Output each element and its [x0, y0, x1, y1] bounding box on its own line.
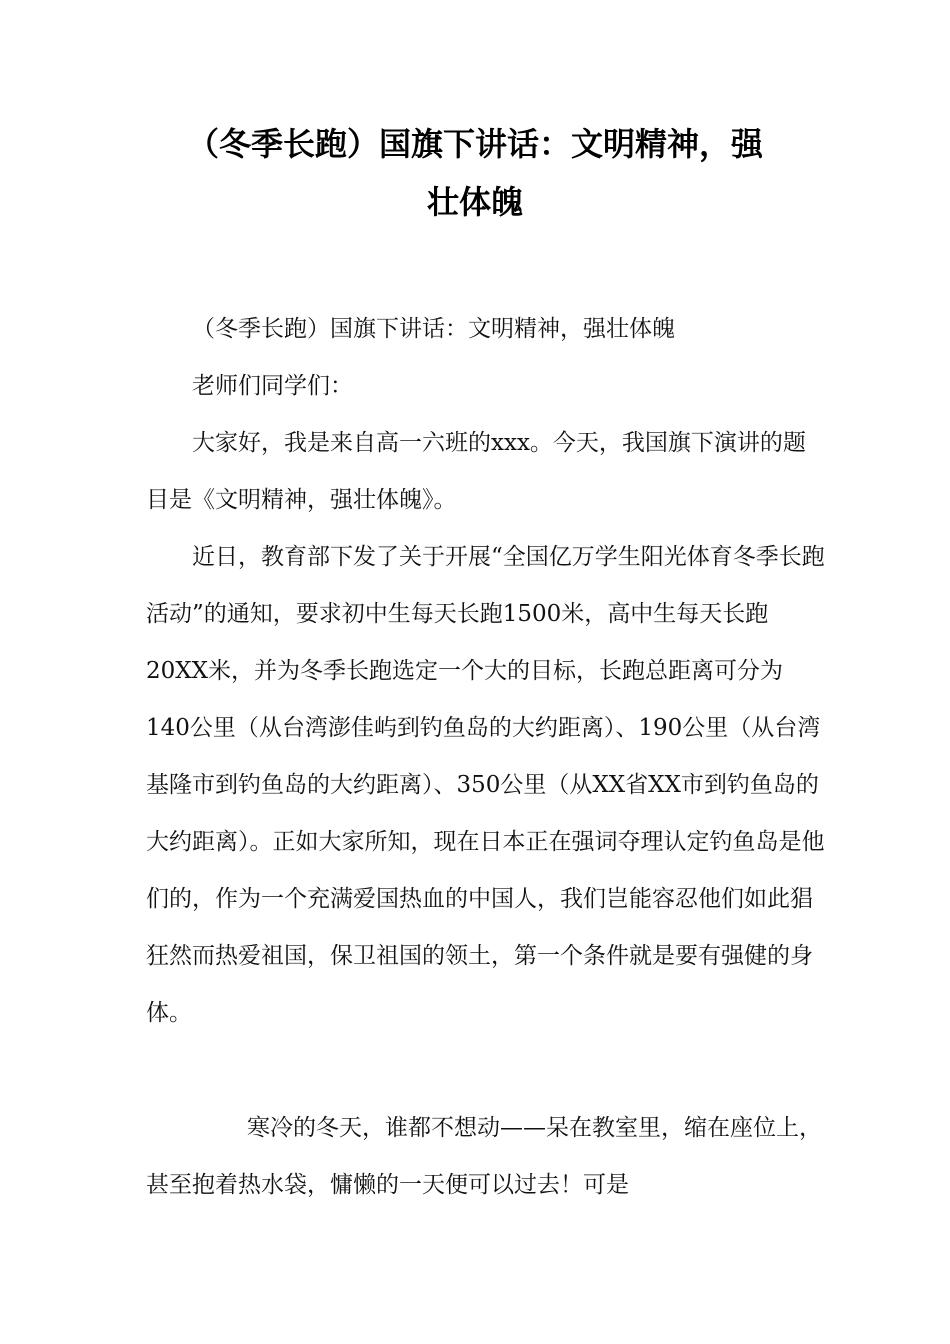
document-title-line-1: （冬季长跑）国旗下讲话：文明精神，强	[186, 125, 763, 163]
paragraph-winter: 寒冷的冬天，谁都不想动——呆在教室里，缩在座位上，甚至抱着热水袋，慵懒的一天便可以过去！可是	[146, 1115, 822, 1198]
paragraph-introduction: 大家好，我是来自高一六班的xxx。今天，我国旗下演讲的题目是《文明精神，强壮体魄》。	[146, 430, 806, 513]
paragraph-main: 近日，教育部下发了关于开展“全国亿万学生阳光体育冬季长跑活动”的通知，要求初中生每天长跑1500米，高中生每天长跑20XX米，并为冬季长跑选定一个大的目标，长跑总距离可分为140公里（从台湾澎佳屿到钓鱼岛的大约距离）、190公里（从台湾基隆市到钓鱼岛的大约距离）、350公里（从XX省XX市到钓鱼岛的大约距离）。正如大家所知，现在日本正在强词夺理认定钓鱼岛是他们的，作为一个充满爱国热血的中国人，我们岂能容忍他们如此猖狂然而热爱祖国，保卫祖国的领土，第一个条件就是要有强健的身体。	[146, 544, 825, 1026]
paragraph-greeting: 老师们同学们：	[192, 373, 353, 399]
document-title-line-2: 壮体魄	[426, 183, 523, 221]
paragraph-subtitle: （冬季长跑）国旗下讲话：文明精神，强壮体魄	[192, 316, 675, 342]
